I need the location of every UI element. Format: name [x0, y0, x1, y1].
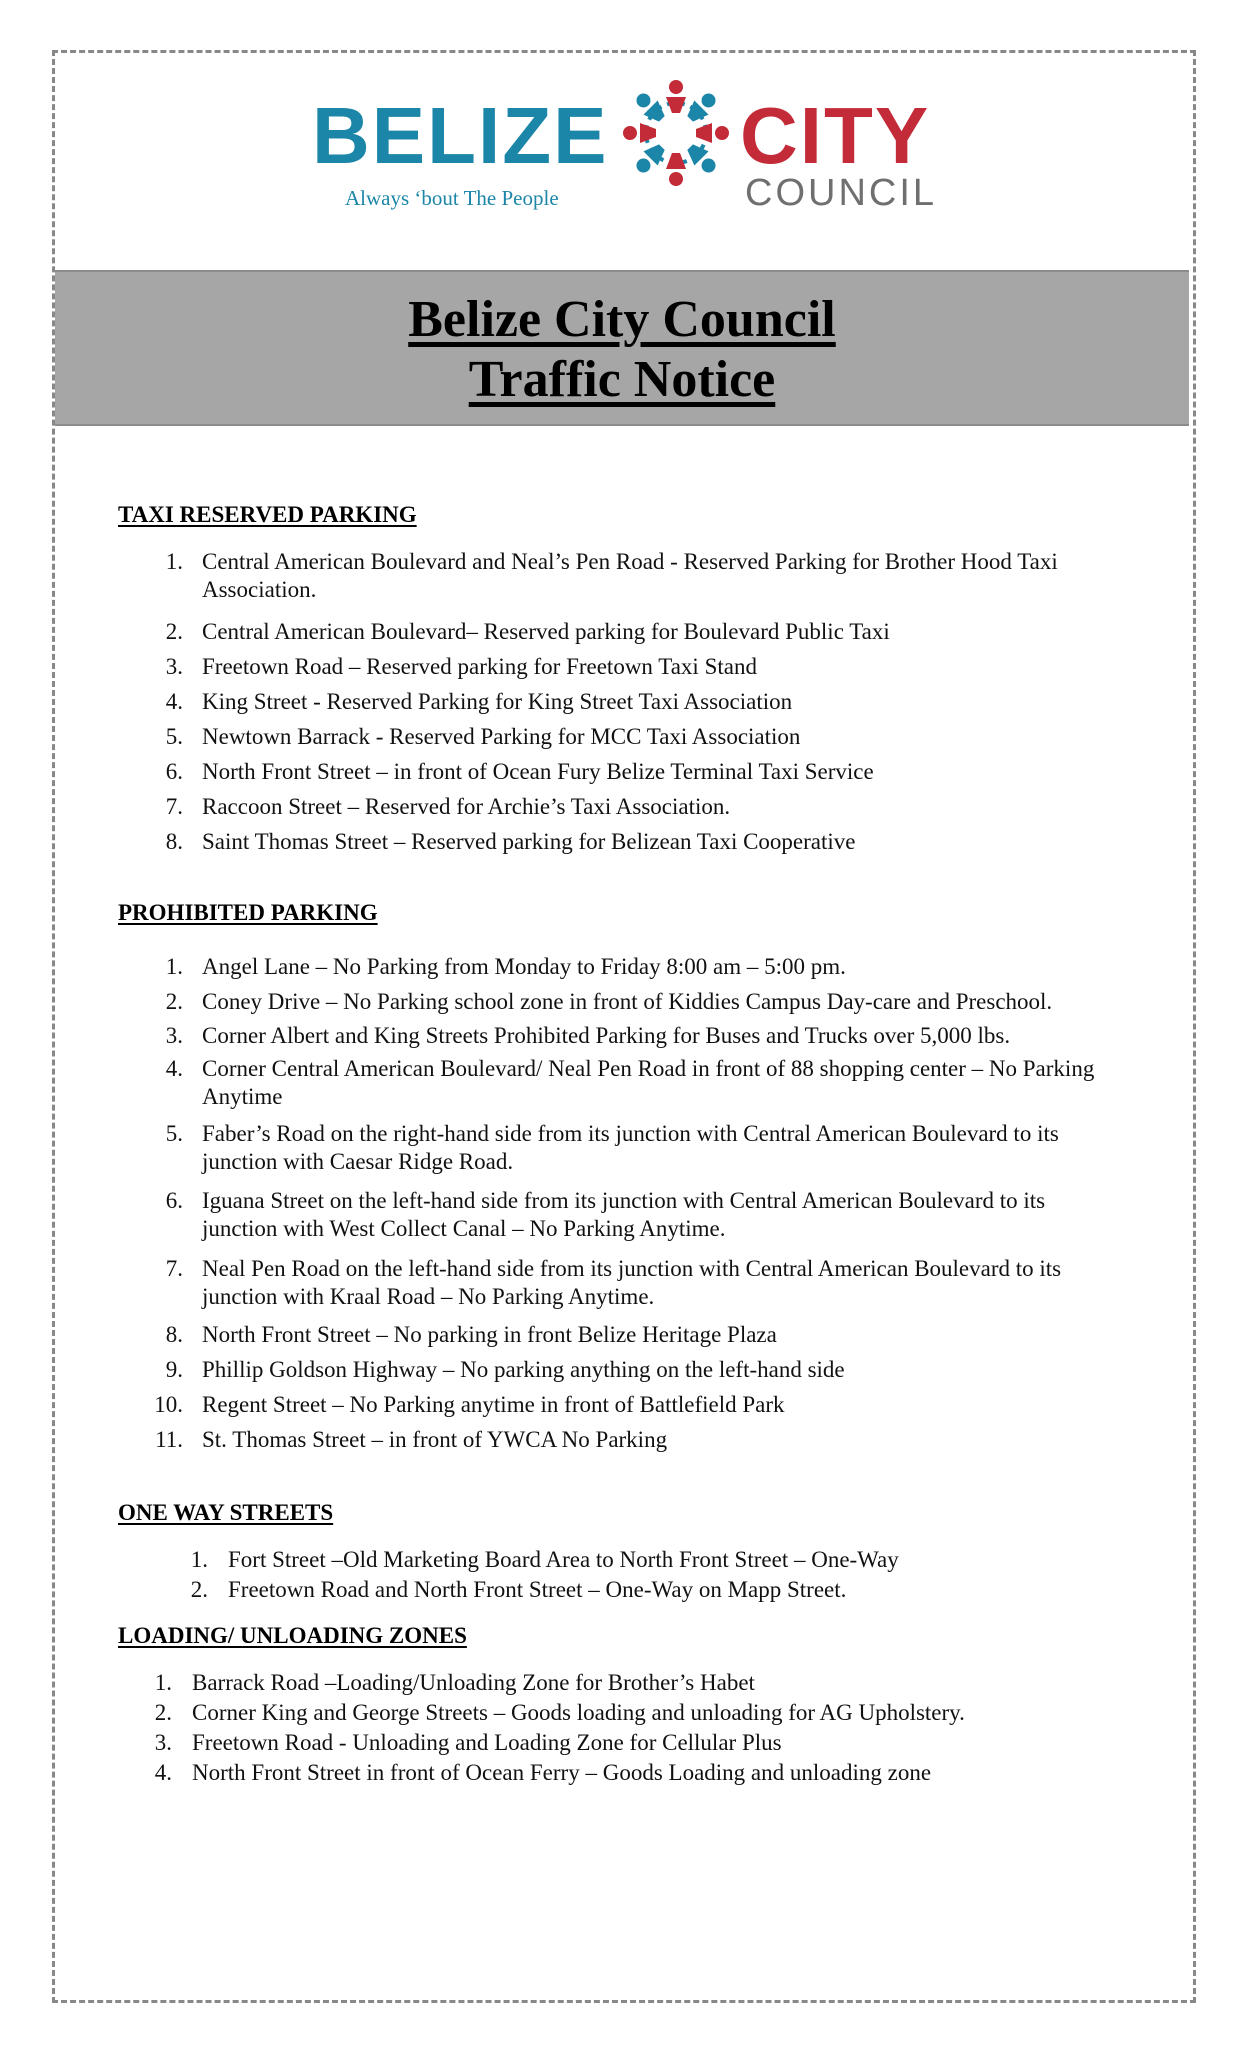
list-item-number: 11. [155, 1427, 183, 1452]
list-item-number: 2. [154, 1700, 172, 1725]
list-item-text: Fort Street –Old Marketing Board Area to North Front Street – One-Way [228, 1547, 899, 1572]
section-heading-oneway: ONE WAY STREETS [118, 1500, 334, 1525]
list-item-text: Saint Thomas Street – Reserved parking for Belizean Taxi Cooperative [202, 829, 856, 854]
list-item-text: Corner Albert and King Streets Prohibited Parking for Buses and Trucks over 5,000 lbs. [202, 1023, 1011, 1048]
list-item-number: 5. [165, 724, 183, 749]
list-item-number: 2. [165, 619, 183, 644]
list-item-number: 6. [165, 1188, 183, 1213]
list-item-number: 7. [165, 794, 183, 819]
list-item-text: junction with Caesar Ridge Road. [202, 1149, 514, 1174]
logo-word-city: CITY [740, 91, 931, 180]
list-item-text: Freetown Road - Unloading and Loading Zone for Cellular Plus [192, 1730, 782, 1755]
page-subtitle: Traffic Notice [468, 351, 776, 408]
list-item-text: junction with Kraal Road – No Parking Anytime. [202, 1284, 655, 1309]
list-item-text: St. Thomas Street – in front of YWCA No Parking [202, 1427, 668, 1452]
list-item-text: Central American Boulevard– Reserved parking for Boulevard Public Taxi [202, 619, 890, 644]
list-item-number: 3. [154, 1730, 172, 1755]
list-item-text: Anytime [202, 1084, 283, 1109]
list-item-text: North Front Street in front of Ocean Ferry – Goods Loading and unloading zone [192, 1760, 932, 1785]
logo-tagline: Always ‘bout The People [345, 186, 559, 210]
people-circle-emblem-icon [616, 73, 736, 193]
list-item-number: 6. [165, 759, 183, 784]
list-item-text: Freetown Road – Reserved parking for Freetown Taxi Stand [202, 654, 757, 679]
list-item-number: 4. [165, 689, 183, 714]
list-item-text: Iguana Street on the left-hand side from its junction with Central American Boulevard to its [202, 1188, 1046, 1213]
list-item-text: Barrack Road –Loading/Unloading Zone for Brother’s Habet [192, 1670, 755, 1695]
list-item-text: Coney Drive – No Parking school zone in front of Kiddies Campus Day-care and Preschool. [202, 989, 1053, 1014]
list-item-number: 9. [165, 1357, 183, 1382]
list-item-text: North Front Street – No parking in front Belize Heritage Plaza [202, 1322, 777, 1347]
page-title: Belize City Council [408, 291, 836, 348]
section-heading-prohibited: PROHIBITED PARKING [118, 900, 378, 925]
list-item-text: Faber’s Road on the right-hand side from its junction with Central American Boulevard to its [202, 1121, 1059, 1146]
list-item-number: 2. [165, 989, 183, 1014]
list-item-text: King Street - Reserved Parking for King Street Taxi Association [202, 689, 793, 714]
section-heading-taxi: TAXI RESERVED PARKING [118, 502, 417, 527]
list-item-text: Corner King and George Streets – Goods loading and unloading for AG Upholstery. [192, 1700, 965, 1725]
list-item-text: Newtown Barrack - Reserved Parking for MCC Taxi Association [202, 724, 801, 749]
title-banner [55, 270, 1189, 426]
list-item-number: 8. [165, 829, 183, 854]
list-item-number: 5. [165, 1121, 183, 1146]
section-heading-loading: LOADING/ UNLOADING ZONES [118, 1623, 467, 1648]
list-item-text: Raccoon Street – Reserved for Archie’s Taxi Association. [202, 794, 731, 819]
list-item-number: 8. [165, 1322, 183, 1347]
list-item-number: 3. [165, 654, 183, 679]
list-item-text: Neal Pen Road on the left-hand side from its junction with Central American Boulevard to its [202, 1256, 1062, 1281]
list-item-text: Freetown Road and North Front Street – One-Way on Mapp Street. [228, 1577, 847, 1602]
list-item-number: 1. [165, 954, 183, 979]
list-item-text: Phillip Goldson Highway – No parking anything on the left-hand side [202, 1357, 845, 1382]
list-item-number: 4. [165, 1056, 183, 1081]
list-item-text: Angel Lane – No Parking from Monday to Friday 8:00 am – 5:00 pm. [202, 954, 846, 979]
list-item-number: 1. [190, 1547, 208, 1572]
list-item-number: 7. [165, 1256, 183, 1281]
list-item-text: Central American Boulevard and Neal’s Pen Road - Reserved Parking for Brother Hood Taxi [202, 549, 1058, 574]
list-item-number: 3. [165, 1023, 183, 1048]
list-item-number: 1. [154, 1670, 172, 1695]
list-item-number: 4. [154, 1760, 172, 1785]
belize-city-council-logo [300, 68, 960, 218]
logo-word-belize: BELIZE [312, 91, 609, 180]
list-item-text: Regent Street – No Parking anytime in front of Battlefield Park [202, 1392, 785, 1417]
list-item-number: 1. [165, 549, 183, 574]
list-item-number: 10. [154, 1392, 183, 1417]
list-item-text: junction with West Collect Canal – No Parking Anytime. [202, 1216, 726, 1241]
list-item-text: Association. [202, 577, 317, 602]
logo-word-council: COUNCIL [745, 172, 938, 214]
list-item-text: Corner Central American Boulevard/ Neal Pen Road in front of 88 shopping center – No Parking [202, 1056, 1095, 1081]
list-item-number: 2. [190, 1577, 208, 1602]
list-item-text: North Front Street – in front of Ocean Fury Belize Terminal Taxi Service [202, 759, 874, 784]
